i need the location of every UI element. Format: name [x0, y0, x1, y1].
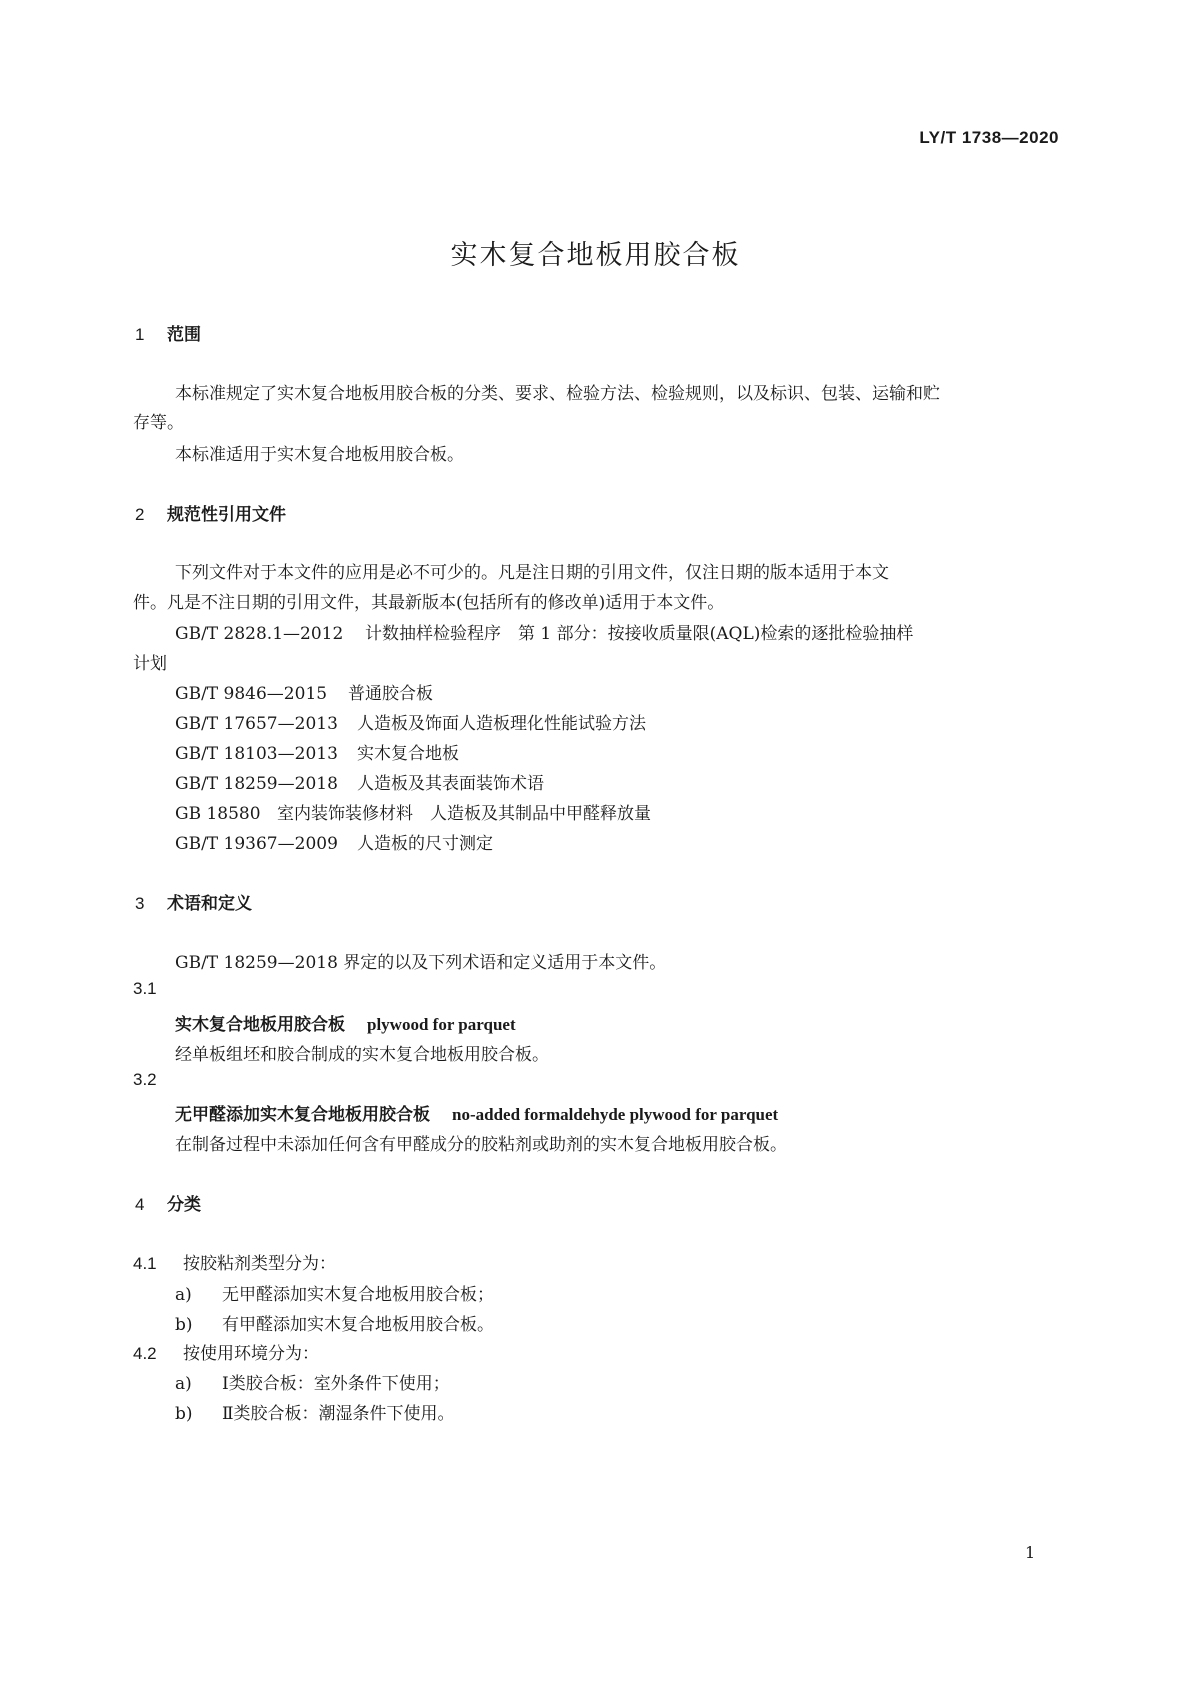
subclause-text: 按使用环境分为： [183, 1344, 319, 1364]
term-english: no-added formaldehyde plywood for parquet [452, 1105, 779, 1124]
reference-item [175, 799, 651, 824]
reference-code: GB/T 18259—2018 [175, 774, 338, 794]
section-number: 4 [135, 1195, 145, 1214]
document-number: LY/T 1738—2020 [919, 128, 1059, 147]
subclause-text: 按胶粘剂类型分为： [183, 1254, 336, 1274]
reference-code: GB/T 9846—2015 [175, 684, 328, 704]
page-title: 实木复合地板用胶合板 [450, 240, 741, 271]
subclause [133, 1339, 319, 1364]
section-title: 术语和定义 [167, 894, 252, 914]
term-number: 3.1 [133, 979, 157, 998]
list-item [175, 1399, 455, 1424]
reference-title: 实木复合地板 [357, 744, 459, 764]
list-label: a) [175, 1374, 192, 1394]
term-chinese: 无甲醛添加实木复合地板用胶合板 [175, 1105, 430, 1125]
subclause-number: 4.2 [133, 1344, 157, 1363]
paragraph: 本标准规定了实木复合地板用胶合板的分类、要求、检验方法、检验规则，以及标识、包装、运输和贮 [175, 384, 940, 404]
reference-item [175, 739, 459, 764]
section-number: 3 [135, 894, 145, 913]
reference-code: GB/T 18103—2013 [175, 744, 338, 764]
list-label: b) [175, 1315, 193, 1335]
reference-title: 计数抽样检验程序 第 1 部分：按接收质量限(AQL)检索的逐批检验抽样 [365, 624, 914, 644]
list-label: b) [175, 1404, 193, 1424]
paragraph-continuation: 存等。 [133, 413, 184, 433]
section-title: 范围 [167, 325, 201, 345]
reference-item [175, 709, 646, 734]
reference-item [175, 769, 544, 794]
list-text: Ⅰ类胶合板：室外条件下使用； [222, 1374, 450, 1394]
list-text: 无甲醛添加实木复合地板用胶合板； [222, 1285, 494, 1305]
reference-code: GB/T 19367—2009 [175, 834, 338, 854]
term-title [175, 1010, 516, 1035]
section-4-heading [135, 1190, 201, 1215]
reference-title: 人造板及饰面人造板理化性能试验方法 [357, 714, 646, 734]
subclause-number: 4.1 [133, 1254, 157, 1273]
term-definition: 在制备过程中未添加任何含有甲醛成分的胶粘剂或助剂的实木复合地板用胶合板。 [175, 1135, 787, 1155]
list-item [175, 1369, 450, 1394]
reference-continuation: 计划 [133, 654, 167, 674]
reference-title: 普通胶合板 [348, 684, 433, 704]
reference-code: GB 18580 [175, 804, 261, 824]
term-chinese: 实木复合地板用胶合板 [175, 1015, 345, 1035]
list-item [175, 1280, 494, 1305]
reference-code: GB/T 17657—2013 [175, 714, 338, 734]
reference-item [175, 619, 913, 644]
paragraph-continuation: 件。凡是不注日期的引用文件，其最新版本(包括所有的修改单)适用于本文件。 [133, 593, 725, 613]
subclause [133, 1249, 336, 1274]
reference-title: 室内装饰装修材料 人造板及其制品中甲醛释放量 [277, 804, 651, 824]
reference-title: 人造板及其表面装饰术语 [357, 774, 544, 794]
list-text: Ⅱ类胶合板：潮湿条件下使用。 [222, 1404, 455, 1424]
paragraph: 本标准适用于实木复合地板用胶合板。 [175, 445, 464, 465]
term-title [175, 1100, 778, 1125]
list-text: 有甲醛添加实木复合地板用胶合板。 [222, 1315, 494, 1335]
section-number: 1 [135, 325, 145, 344]
section-title: 分类 [167, 1195, 201, 1215]
paragraph: 下列文件对于本文件的应用是必不可少的。凡是注日期的引用文件，仅注日期的版本适用于本文 [175, 563, 889, 583]
list-item [175, 1310, 494, 1335]
paragraph: GB/T 18259—2018 界定的以及下列术语和定义适用于本文件。 [175, 953, 667, 973]
section-1-heading [135, 320, 201, 345]
reference-title: 人造板的尺寸测定 [357, 834, 493, 854]
reference-item [175, 829, 493, 854]
term-english: plywood for parquet [367, 1015, 516, 1034]
section-3-heading [135, 889, 252, 914]
reference-code: GB/T 2828.1—2012 [175, 624, 344, 644]
section-2-heading [135, 500, 286, 525]
section-title: 规范性引用文件 [167, 505, 286, 525]
section-number: 2 [135, 505, 145, 524]
list-label: a) [175, 1285, 192, 1305]
page-number: 1 [1025, 1543, 1036, 1562]
reference-item [175, 679, 433, 704]
term-definition: 经单板组坯和胶合制成的实木复合地板用胶合板。 [175, 1045, 549, 1065]
term-number: 3.2 [133, 1070, 157, 1089]
